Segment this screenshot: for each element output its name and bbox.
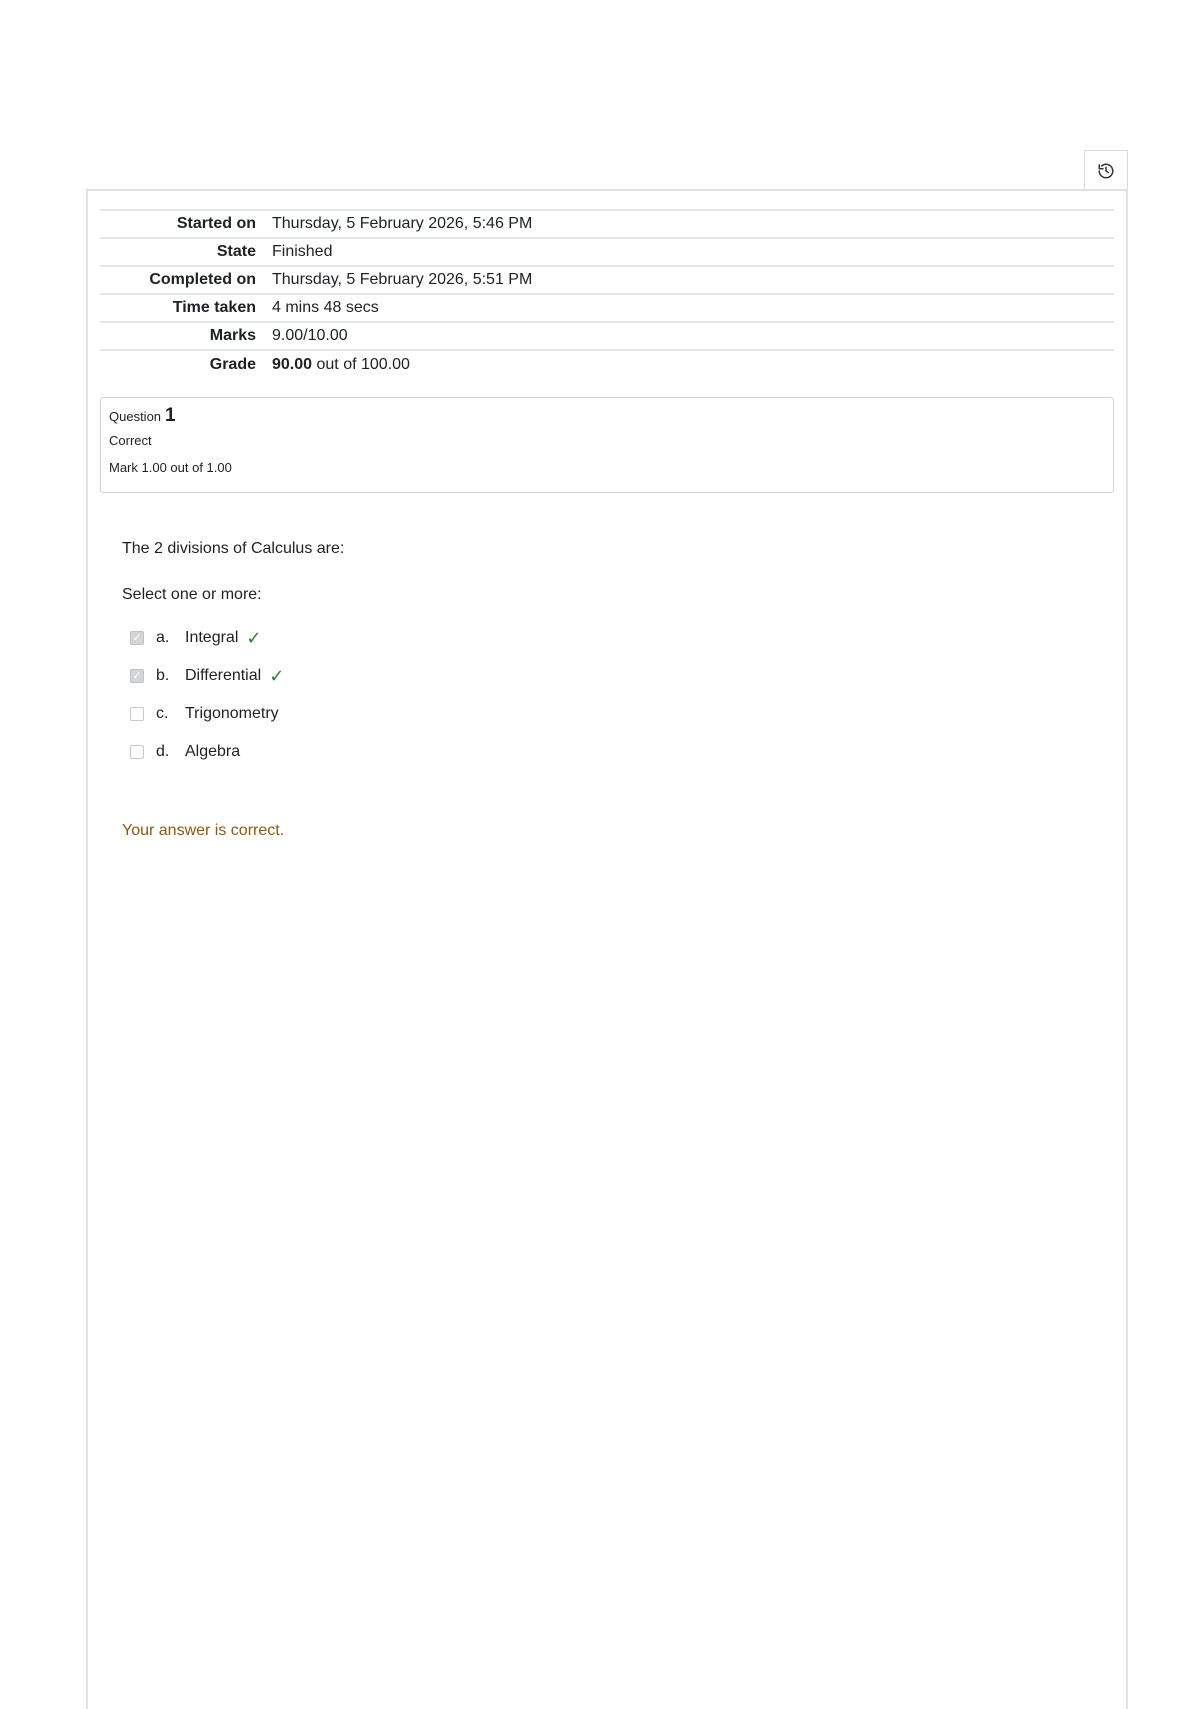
- question-number: [109, 406, 1105, 427]
- answer-prompt: Select one or more:: [122, 586, 262, 603]
- answer-options: [130, 619, 284, 771]
- option-text: Trigonometry: [185, 705, 279, 722]
- option-text: Differential: [185, 667, 262, 684]
- question-label: Question: [109, 409, 162, 424]
- summary-label: Grade: [209, 355, 256, 373]
- question-text: The 2 divisions of Calculus are:: [122, 540, 345, 557]
- option-letter: d.: [156, 743, 170, 760]
- feedback-text: Your answer is correct.: [122, 822, 285, 839]
- summary-label: Started on: [176, 215, 256, 232]
- summary-label: Time taken: [172, 299, 256, 316]
- summary-value: [272, 350, 1114, 378]
- summary-value: Thursday, 5 February 2026, 5:51 PM: [272, 271, 533, 288]
- summary-value: Finished: [272, 243, 333, 260]
- summary-label: State: [216, 243, 256, 260]
- answer-option-b: [130, 657, 284, 695]
- summary-label: Marks: [209, 327, 256, 344]
- checkbox-b[interactable]: [130, 669, 144, 683]
- question-info-box: [100, 397, 1114, 493]
- summary-row-state: [100, 238, 1114, 266]
- grade-score: 90.00: [272, 355, 313, 373]
- answer-option-d: [130, 733, 284, 771]
- question-mark: Mark 1.00 out of 1.00: [109, 460, 232, 475]
- option-text: Integral: [185, 629, 239, 646]
- checkbox-d[interactable]: [130, 745, 144, 759]
- correct-check-icon: ✓: [269, 665, 285, 686]
- summary-row-started: [100, 210, 1114, 238]
- summary-value: 9.00/10.00: [272, 327, 348, 344]
- attempt-summary-table: [100, 209, 1114, 378]
- history-button[interactable]: [1084, 150, 1128, 190]
- checkbox-c[interactable]: [130, 707, 144, 721]
- option-letter: c.: [156, 705, 169, 722]
- grade-out-of: out of 100.00: [316, 355, 410, 373]
- question-state: Correct: [109, 433, 152, 448]
- option-text: Algebra: [185, 743, 241, 760]
- summary-label: Completed on: [149, 271, 256, 288]
- answer-option-a: [130, 619, 284, 657]
- summary-row-marks: [100, 322, 1114, 350]
- question-number-value: 1: [165, 405, 176, 426]
- history-icon: [1097, 162, 1115, 180]
- option-letter: b.: [156, 667, 170, 684]
- summary-row-grade: [100, 350, 1114, 378]
- summary-row-time-taken: [100, 294, 1114, 322]
- summary-value: 4 mins 48 secs: [272, 299, 379, 316]
- summary-row-completed: [100, 266, 1114, 294]
- correct-check-icon: ✓: [246, 627, 262, 648]
- checkbox-a[interactable]: [130, 631, 144, 645]
- summary-value: Thursday, 5 February 2026, 5:46 PM: [272, 215, 533, 232]
- option-letter: a.: [156, 629, 170, 646]
- answer-option-c: [130, 695, 284, 733]
